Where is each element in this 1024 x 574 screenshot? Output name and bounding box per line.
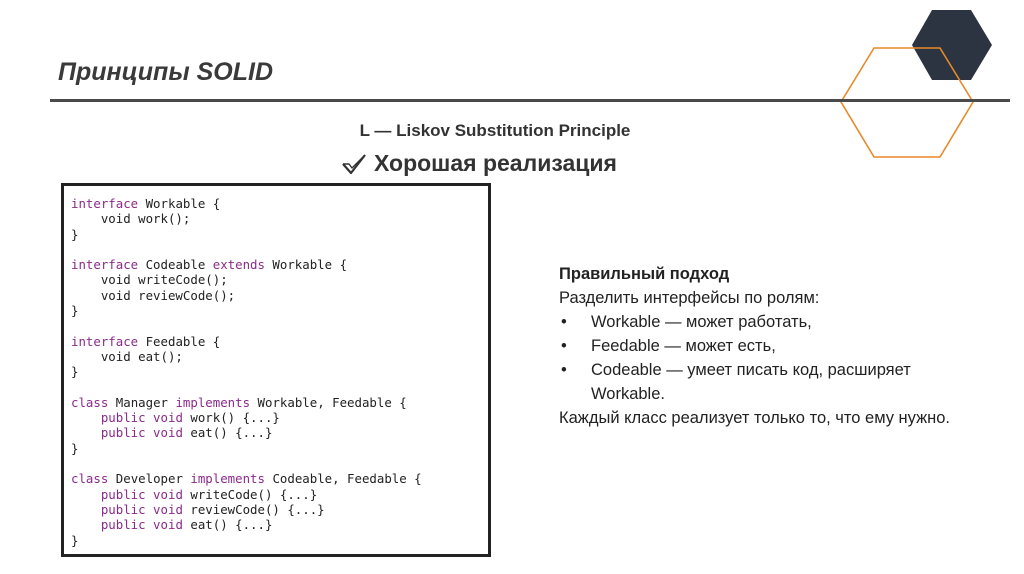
code-line	[71, 425, 488, 440]
code-token: Feedable {	[138, 333, 221, 349]
code-token: reviewCode() {...}	[182, 501, 325, 517]
heading-text: Хорошая реализация	[374, 150, 617, 176]
code-keyword: public void	[100, 486, 183, 502]
code-token: }	[71, 532, 79, 548]
approach-text	[559, 262, 989, 430]
code-token: Codeable, Feedable {	[264, 471, 422, 487]
code-line	[71, 303, 488, 318]
code-token: eat() {...}	[182, 517, 273, 533]
code-line	[71, 533, 488, 548]
code-line	[71, 487, 488, 502]
code-line	[71, 395, 488, 410]
code-token: eat() {...}	[182, 425, 273, 441]
approach-intro: Разделить интерфейсы по ролям:	[559, 289, 820, 307]
role-list	[559, 310, 989, 406]
code-line	[71, 456, 488, 471]
dark-hexagon	[912, 10, 992, 80]
code-line	[71, 196, 488, 211]
code-token: Workable, Feedable {	[250, 394, 407, 410]
code-token: }	[71, 364, 79, 380]
principle-subtitle: L — Liskov Substitution Principle	[359, 121, 631, 140]
code-keyword: public void	[100, 410, 183, 426]
code-keyword: public void	[100, 501, 183, 517]
code-keyword: class	[71, 471, 109, 487]
code-token: }	[71, 303, 79, 319]
code-token	[71, 502, 101, 517]
section-heading	[340, 150, 617, 177]
code-line	[71, 410, 488, 425]
code-line	[71, 211, 488, 226]
code-keyword: public void	[100, 425, 183, 441]
code-keyword: interface	[71, 196, 139, 211]
code-token	[71, 410, 101, 425]
code-keyword: interface	[71, 333, 139, 349]
code-line	[71, 257, 488, 272]
code-line	[71, 502, 488, 517]
code-line	[71, 517, 488, 532]
list-item: • Codeable — умеет писать код, расширяет Workable.	[559, 358, 989, 406]
code-line	[71, 471, 488, 486]
code-line	[71, 288, 488, 303]
code-token: }	[71, 440, 79, 456]
code-token	[71, 517, 101, 532]
code-keyword: public void	[100, 517, 183, 533]
code-token: void reviewCode();	[71, 287, 236, 303]
code-token: void writeCode();	[71, 272, 228, 288]
code-keyword: interface	[71, 257, 139, 273]
code-token: }	[71, 226, 79, 242]
code-line	[71, 318, 488, 333]
code-keyword: implements	[175, 394, 251, 410]
code-token: work() {...}	[182, 410, 280, 426]
code-token	[71, 487, 101, 502]
code-token: Developer	[108, 471, 191, 487]
code-line	[71, 441, 488, 456]
code-token: void eat();	[71, 348, 183, 364]
code-token: Manager	[108, 394, 176, 410]
approach-lead: Правильный подход	[559, 265, 730, 283]
code-line	[71, 242, 488, 257]
code-line	[71, 334, 488, 349]
code-text	[64, 186, 488, 548]
code-keyword: class	[71, 394, 109, 410]
code-line	[71, 364, 488, 379]
decorative-hexagons	[840, 0, 1024, 170]
approach-conclusion: Каждый класс реализует только то, что ему нужно.	[559, 409, 951, 427]
code-token: Workable {	[138, 196, 221, 211]
list-item: • Workable — может работать,	[559, 310, 989, 334]
code-token	[71, 425, 101, 440]
code-token: void work();	[71, 211, 191, 227]
slide-title: Принципы SOLID	[58, 58, 274, 86]
code-line	[71, 227, 488, 242]
code-token: writeCode() {...}	[182, 486, 318, 502]
title-divider	[50, 99, 1010, 102]
code-line	[71, 272, 488, 287]
code-line	[71, 380, 488, 395]
code-keyword: extends	[212, 257, 265, 273]
code-listing	[61, 183, 491, 557]
code-token: Codeable	[138, 257, 213, 273]
list-item: • Feedable — может есть,	[559, 334, 989, 358]
code-line	[71, 349, 488, 364]
code-token: Workable {	[264, 257, 348, 273]
check-icon	[340, 151, 368, 177]
code-keyword: implements	[190, 471, 265, 487]
